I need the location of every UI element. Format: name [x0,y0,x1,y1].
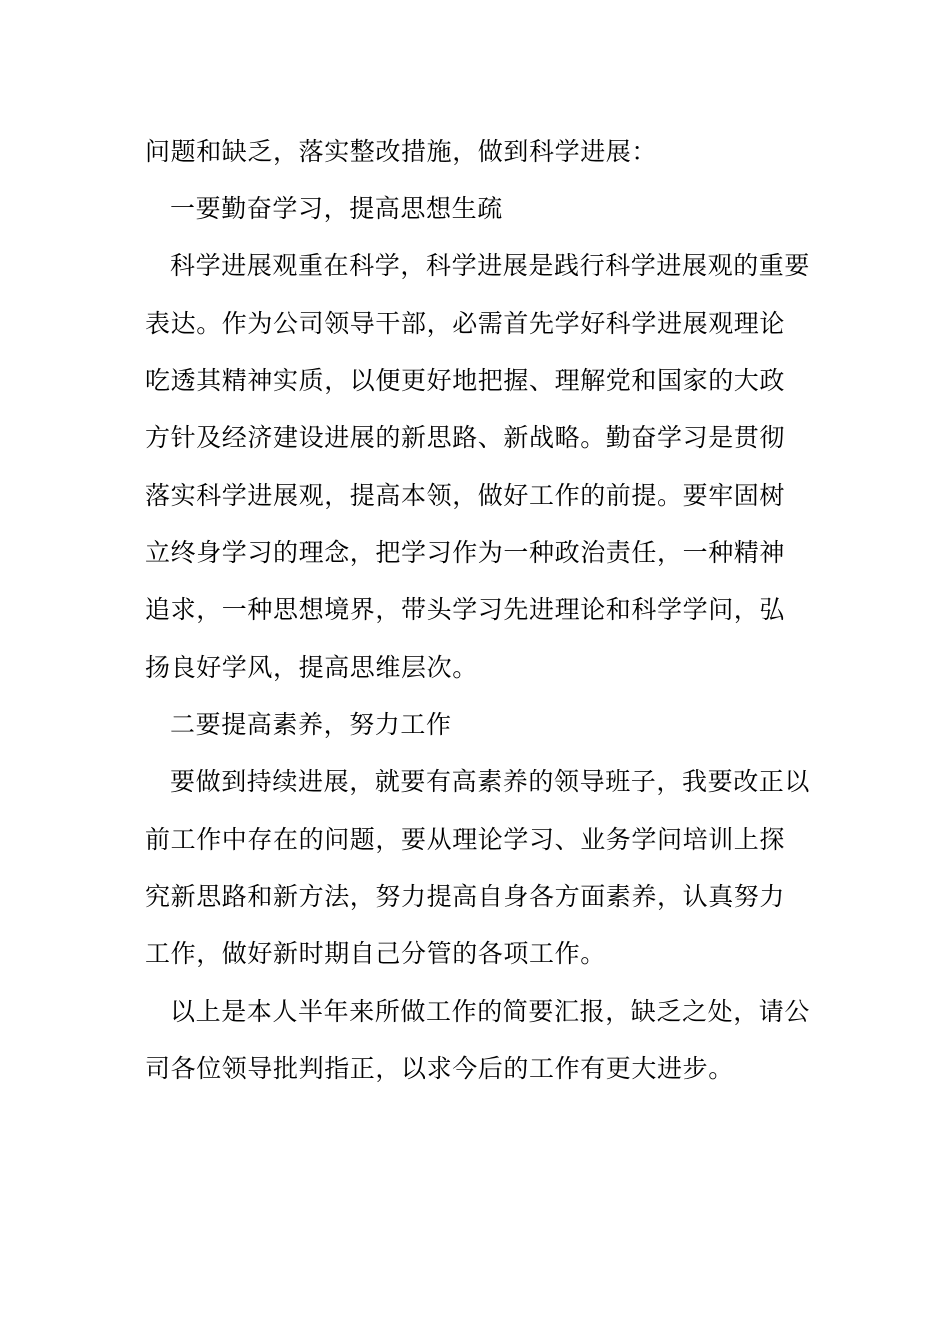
text-line: 问题和缺乏，落实整改措施，做到科学进展： [145,137,658,166]
text-line: 方针及经济建设进展的新思路、新战略。勤奋学习是贯彻 [145,423,786,452]
text-line: 科学进展观重在科学，科学进展是践行科学进展观的重要 [170,251,811,280]
text-line: 扬良好学风，提高思维层次。 [145,653,478,682]
text-line: 究新思路和新方法，努力提高自身各方面素养，认真努力 [145,882,786,911]
text-line: 以上是本人半年来所做工作的简要汇报，缺乏之处，请公 [170,997,811,1026]
text-line: 要做到持续进展，就要有高素养的领导班子，我要改正以 [170,767,811,796]
text-line: 前工作中存在的问题，要从理论学习、业务学问培训上探 [145,825,786,854]
text-line: 司各位领导批判指正，以求今后的工作有更大进步。 [145,1054,734,1083]
text-line: 追求，一种思想境界，带头学习先进理论和科学学问，弘 [145,595,786,624]
text-line: 落实科学进展观，提高本领，做好工作的前提。要牢固树 [145,481,786,510]
text-line: 吃透其精神实质，以便更好地把握、理解党和国家的大政 [145,366,786,395]
section-heading: 二要提高素养，努力工作 [170,710,452,739]
text-line: 工作，做好新时期自己分管的各项工作。 [145,939,606,968]
section-heading: 一要勤奋学习，提高思想生疏 [170,194,503,223]
text-line: 表达。作为公司领导干部，必需首先学好科学进展观理论 [145,309,786,338]
text-line: 立终身学习的理念，把学习作为一种政治责任，一种精神 [145,538,786,567]
